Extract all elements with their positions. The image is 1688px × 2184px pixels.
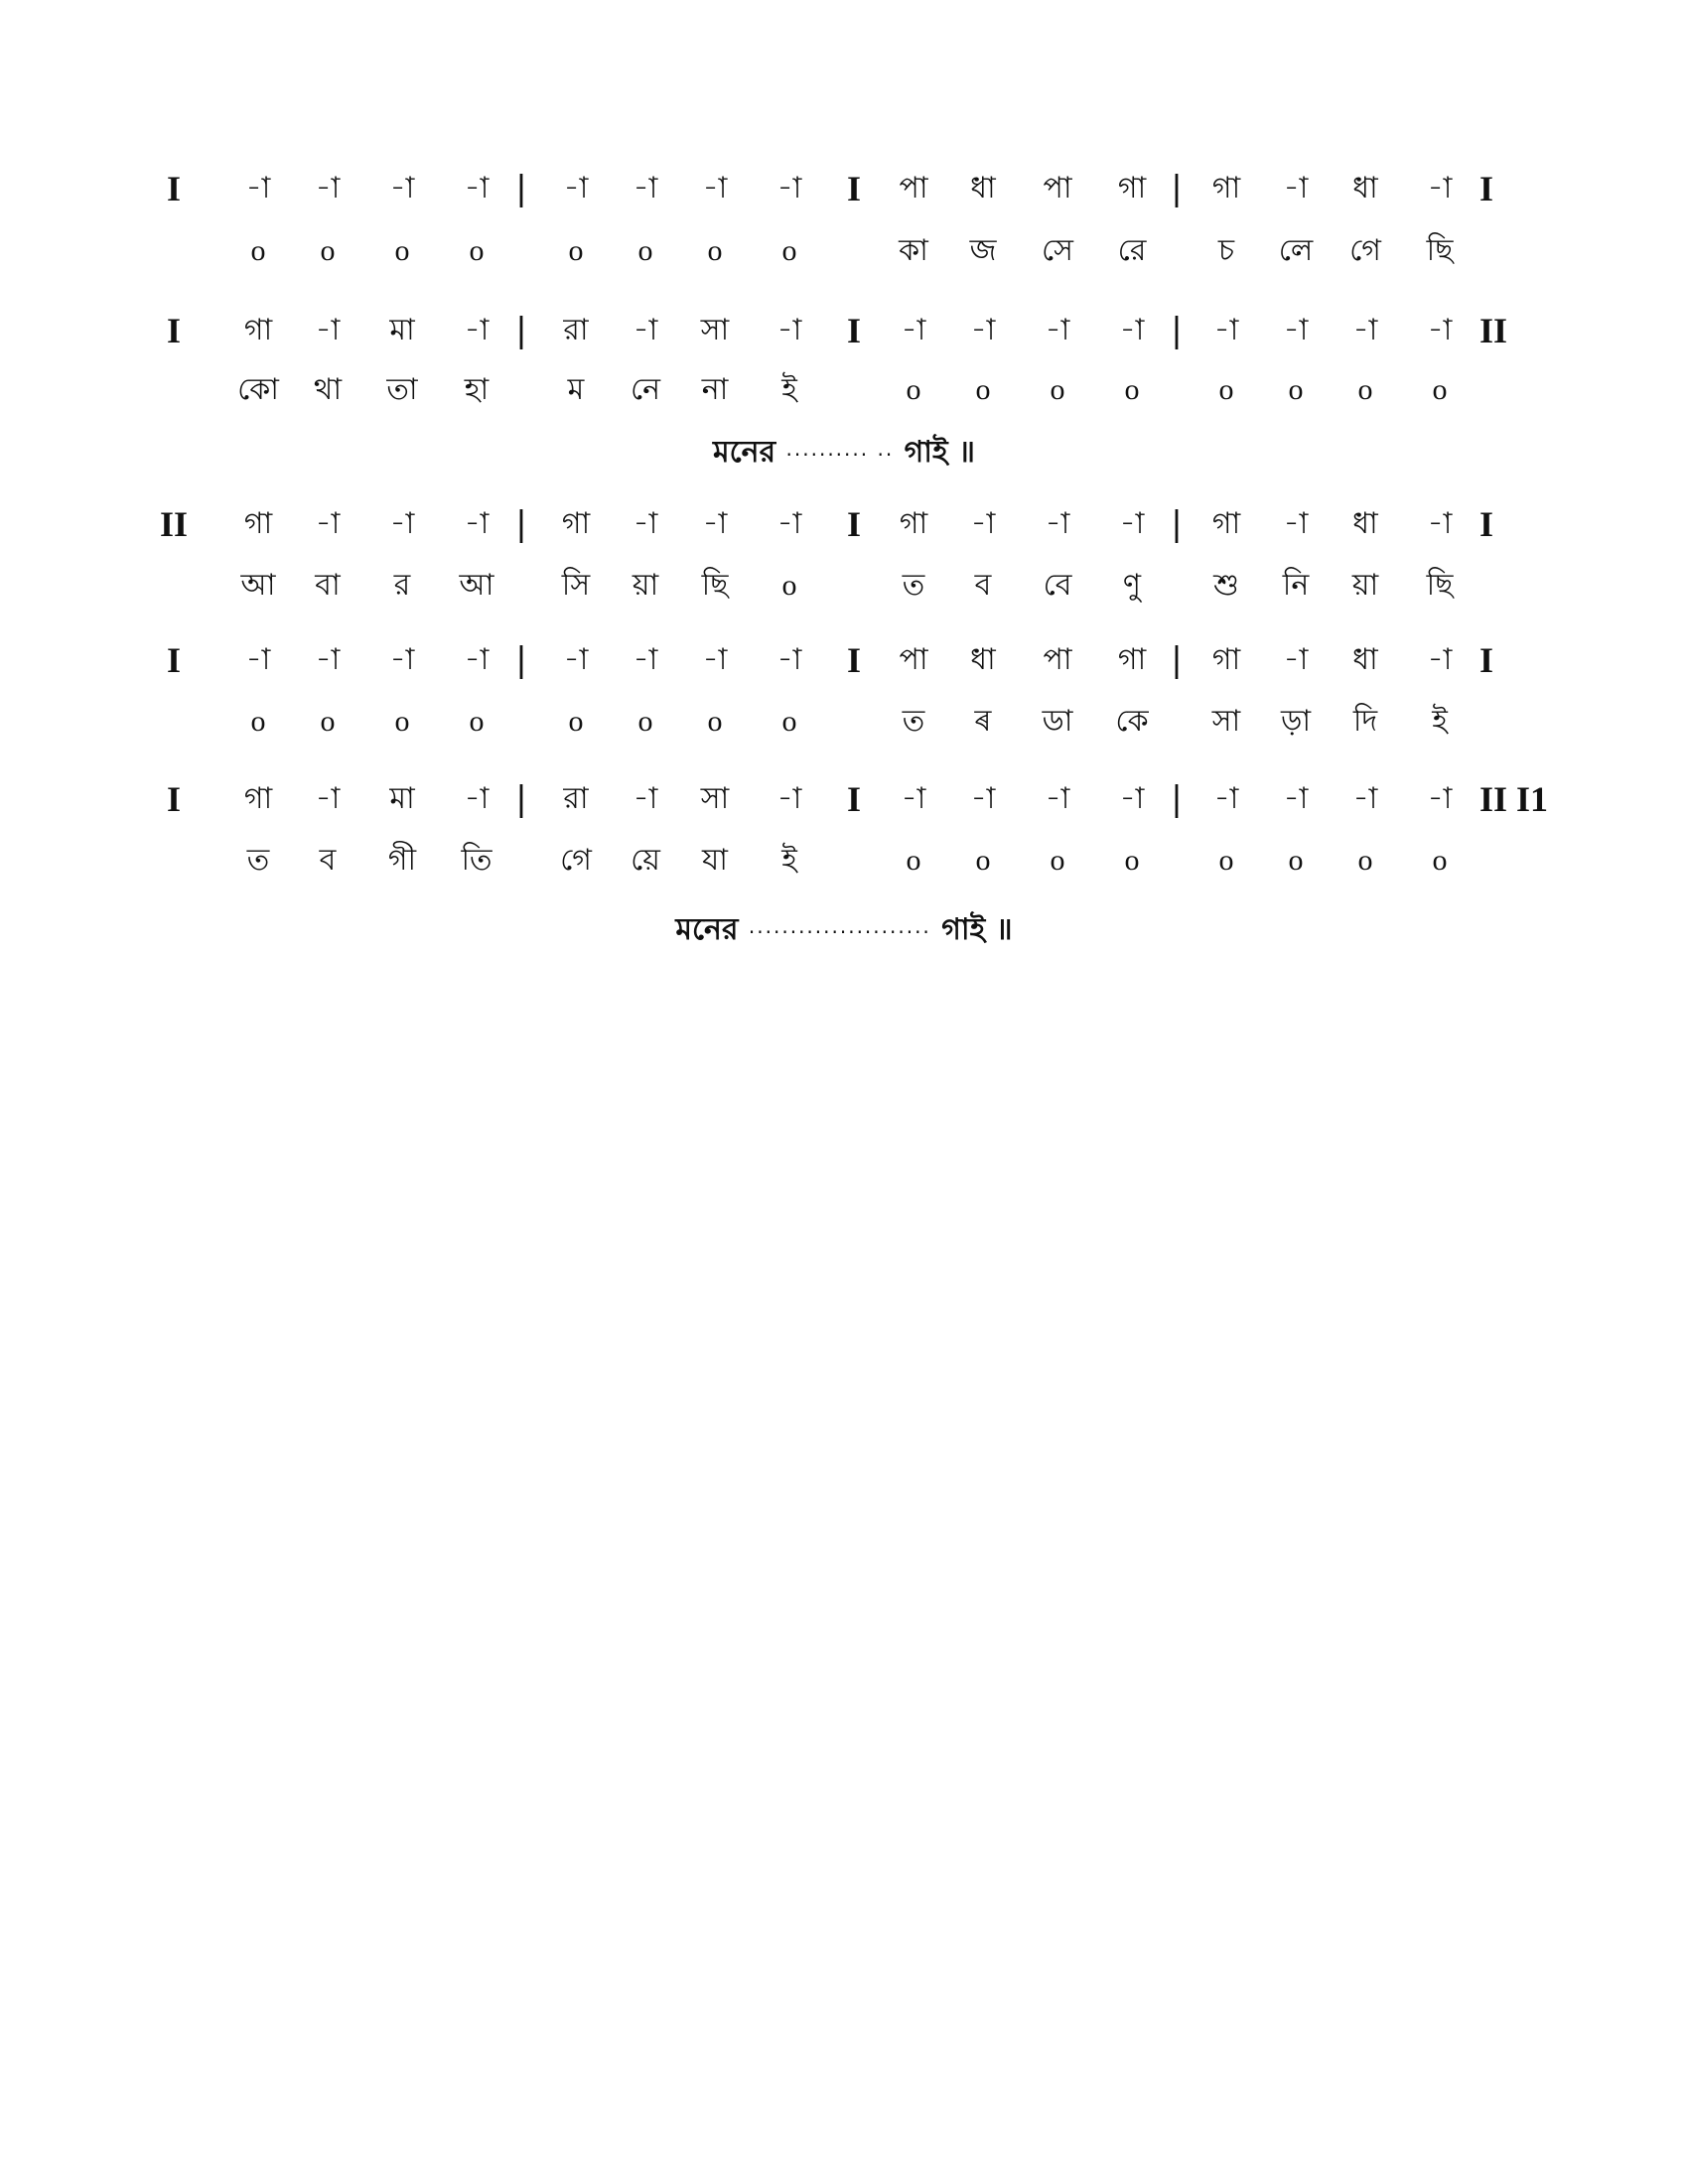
lyric-syllable: য়া xyxy=(632,568,659,603)
refrain-start-word: মনের xyxy=(712,435,776,470)
lyrics-row xyxy=(0,561,1688,611)
refrain-end-word: গাই ॥ xyxy=(941,912,1013,947)
lyric-syllable: ই xyxy=(781,843,797,878)
note: -া xyxy=(1213,313,1239,347)
barline: | xyxy=(515,504,527,544)
lyric-syllable: না xyxy=(701,372,729,407)
lyric-syllable: o xyxy=(707,705,723,738)
lyric-syllable: কে xyxy=(1115,704,1149,739)
note: গা xyxy=(1211,506,1241,541)
note: -া xyxy=(1045,781,1070,816)
lyric-syllable: দি xyxy=(1352,704,1378,739)
note: -া xyxy=(315,781,341,816)
note: ধা xyxy=(1352,506,1378,541)
lyric-syllable: জ xyxy=(969,233,997,268)
note: -া xyxy=(1352,781,1378,816)
barline: I xyxy=(846,311,861,350)
lyric-syllable: o xyxy=(1218,844,1234,877)
lyric-syllable: ণু xyxy=(1122,568,1142,603)
end-barline: I xyxy=(1479,169,1494,208)
lyrics-row xyxy=(0,226,1688,276)
lyric-syllable: ই xyxy=(1432,704,1448,739)
lyric-syllable: o xyxy=(568,234,584,267)
end-barline: I xyxy=(1479,640,1494,680)
lyric-syllable: তি xyxy=(461,843,492,878)
note: -া xyxy=(464,313,490,347)
note: -া xyxy=(315,171,341,205)
note: মা xyxy=(389,313,415,347)
start-barline: I xyxy=(166,169,181,208)
start-barline: I xyxy=(166,640,181,680)
note: গা xyxy=(561,506,591,541)
lyric-syllable: তা xyxy=(386,372,418,407)
lyric-syllable: o xyxy=(394,705,410,738)
barline: | xyxy=(515,169,527,208)
note: -া xyxy=(464,781,490,816)
lyric-syllable: রে xyxy=(1117,233,1147,268)
lyric-syllable: o xyxy=(320,705,336,738)
barline: I xyxy=(846,779,861,819)
note: -া xyxy=(1283,781,1309,816)
note: পা xyxy=(899,642,928,677)
start-barline: I xyxy=(166,779,181,819)
barline: | xyxy=(515,311,527,350)
lyric-syllable: o xyxy=(1357,373,1373,406)
lyric-syllable: o xyxy=(1432,373,1448,406)
note: -া xyxy=(315,642,341,677)
lyric-syllable: য়ে xyxy=(631,843,660,878)
lyric-syllable: ই xyxy=(781,372,797,407)
note: -া xyxy=(1427,781,1453,816)
note: -া xyxy=(464,171,490,205)
lyric-syllable: ম xyxy=(567,372,585,407)
note: -া xyxy=(389,642,415,677)
lyrics-row xyxy=(0,365,1688,415)
note: গা xyxy=(243,781,273,816)
note: -া xyxy=(1352,313,1378,347)
note: -া xyxy=(1283,171,1309,205)
lyric-syllable: কা xyxy=(899,233,928,268)
lyric-syllable: চ xyxy=(1217,233,1235,268)
lyric-syllable: o xyxy=(469,705,485,738)
lyric-syllable: ৰ xyxy=(974,704,992,739)
note: -া xyxy=(563,171,589,205)
note: -া xyxy=(702,171,728,205)
note: -া xyxy=(1427,642,1453,677)
note: গা xyxy=(243,506,273,541)
refrain-line xyxy=(0,901,1688,955)
note: সা xyxy=(700,313,730,347)
lyric-syllable: o xyxy=(906,373,921,406)
lyric-syllable: কো xyxy=(237,372,279,407)
note: -া xyxy=(702,506,728,541)
lyric-syllable: নি xyxy=(1282,568,1310,603)
note: -া xyxy=(1283,313,1309,347)
note: সা xyxy=(700,781,730,816)
note: -া xyxy=(633,642,658,677)
lyric-syllable: লে xyxy=(1278,233,1314,268)
barline: | xyxy=(1171,169,1183,208)
notation-row xyxy=(0,306,1688,355)
note: -া xyxy=(389,171,415,205)
lyric-syllable: o xyxy=(637,705,653,738)
note: -া xyxy=(970,506,996,541)
lyric-syllable: o xyxy=(975,373,991,406)
note: -া xyxy=(776,642,802,677)
lyric-syllable: o xyxy=(1288,373,1304,406)
note: -া xyxy=(1427,313,1453,347)
note: -া xyxy=(1119,781,1145,816)
note: -া xyxy=(702,642,728,677)
lyric-syllable: o xyxy=(469,234,485,267)
barline: I xyxy=(846,169,861,208)
lyric-syllable: o xyxy=(1124,844,1140,877)
note: -া xyxy=(1283,642,1309,677)
note: -া xyxy=(633,171,658,205)
note: -া xyxy=(315,313,341,347)
notation-row xyxy=(0,164,1688,213)
note: -া xyxy=(245,171,271,205)
notation-row xyxy=(0,774,1688,824)
lyric-syllable: ডা xyxy=(1042,704,1073,739)
lyric-syllable: সি xyxy=(561,568,591,603)
lyric-syllable: o xyxy=(781,569,797,602)
note: ধা xyxy=(1352,642,1378,677)
start-barline: I xyxy=(166,311,181,350)
barline: | xyxy=(515,779,527,819)
lyric-syllable: o xyxy=(637,234,653,267)
barline: I xyxy=(846,504,861,544)
note: গা xyxy=(1211,171,1241,205)
lyric-syllable: থা xyxy=(313,372,343,407)
note: -া xyxy=(315,506,341,541)
note: রা xyxy=(563,313,589,347)
barline: | xyxy=(1171,311,1183,350)
lyric-syllable: o xyxy=(781,705,797,738)
end-barline: I xyxy=(1479,504,1494,544)
notation-row xyxy=(0,635,1688,685)
barline: | xyxy=(1171,640,1183,680)
note: রা xyxy=(563,781,589,816)
note: -া xyxy=(633,506,658,541)
lyric-syllable: o xyxy=(1050,844,1065,877)
lyric-syllable: বে xyxy=(1043,568,1072,603)
note: -া xyxy=(776,313,802,347)
lyric-syllable: o xyxy=(250,705,266,738)
lyric-syllable: ড়া xyxy=(1280,704,1312,739)
note: -া xyxy=(1119,506,1145,541)
end-barline: II I1 xyxy=(1479,779,1549,819)
note: -া xyxy=(1427,506,1453,541)
start-barline: II xyxy=(159,504,189,544)
lyric-syllable: ব xyxy=(319,843,337,878)
note: গা xyxy=(1117,642,1147,677)
lyric-syllable: o xyxy=(1357,844,1373,877)
refrain-dots: .......... .. xyxy=(785,437,895,461)
lyric-syllable: o xyxy=(320,234,336,267)
lyric-syllable: র xyxy=(393,568,411,603)
lyric-syllable: বা xyxy=(315,568,341,603)
barline: I xyxy=(846,640,861,680)
lyric-syllable: o xyxy=(1218,373,1234,406)
lyric-syllable: গে xyxy=(1349,233,1381,268)
lyric-syllable: হা xyxy=(464,372,490,407)
refrain-end-word: গাই ॥ xyxy=(904,435,976,470)
lyric-syllable: o xyxy=(975,844,991,877)
lyric-syllable: ছি xyxy=(1426,233,1454,268)
note: গা xyxy=(1211,642,1241,677)
lyric-syllable: নে xyxy=(630,372,661,407)
lyric-syllable: যা xyxy=(702,843,728,878)
notation-row xyxy=(0,499,1688,549)
note: -া xyxy=(464,642,490,677)
note: -া xyxy=(776,171,802,205)
note: -া xyxy=(1045,506,1070,541)
barline: | xyxy=(1171,779,1183,819)
lyric-syllable: o xyxy=(1124,373,1140,406)
lyric-syllable: o xyxy=(1432,844,1448,877)
note: -া xyxy=(1427,171,1453,205)
lyric-syllable: o xyxy=(707,234,723,267)
note: পা xyxy=(1043,642,1072,677)
lyrics-row xyxy=(0,697,1688,747)
lyric-syllable: o xyxy=(781,234,797,267)
lyric-syllable: o xyxy=(250,234,266,267)
lyric-syllable: o xyxy=(568,705,584,738)
note: -া xyxy=(633,313,658,347)
note: -া xyxy=(901,313,926,347)
note: -া xyxy=(464,506,490,541)
note: -া xyxy=(1283,506,1309,541)
note: ধা xyxy=(1352,171,1378,205)
note: পা xyxy=(899,171,928,205)
lyric-syllable: ব xyxy=(974,568,992,603)
note: গা xyxy=(243,313,273,347)
lyric-syllable: সে xyxy=(1042,233,1073,268)
lyric-syllable: ত xyxy=(246,843,270,878)
lyric-syllable: গী xyxy=(387,843,417,878)
lyric-syllable: আ xyxy=(240,568,276,603)
refrain-dots: ...................... xyxy=(748,914,931,938)
lyric-syllable: ছি xyxy=(701,568,729,603)
note: -া xyxy=(776,506,802,541)
note: গা xyxy=(1117,171,1147,205)
note: -া xyxy=(633,781,658,816)
lyric-syllable: গে xyxy=(560,843,592,878)
note: -া xyxy=(1119,313,1145,347)
end-barline: II xyxy=(1479,311,1508,350)
lyric-syllable: ত xyxy=(902,704,925,739)
lyric-syllable: o xyxy=(906,844,921,877)
lyrics-row xyxy=(0,836,1688,886)
note: গা xyxy=(899,506,928,541)
note: পা xyxy=(1043,171,1072,205)
note: -া xyxy=(1213,781,1239,816)
lyric-syllable: য়া xyxy=(1351,568,1379,603)
note: ধা xyxy=(970,171,996,205)
lyric-syllable: আ xyxy=(459,568,494,603)
lyric-syllable: o xyxy=(394,234,410,267)
barline: | xyxy=(515,640,527,680)
lyric-syllable: সা xyxy=(1211,704,1241,739)
note: -া xyxy=(563,642,589,677)
refrain-line xyxy=(0,424,1688,478)
lyric-syllable: o xyxy=(1288,844,1304,877)
lyric-syllable: o xyxy=(1050,373,1065,406)
note: -া xyxy=(970,781,996,816)
note: -া xyxy=(389,506,415,541)
lyric-syllable: শু xyxy=(1213,568,1239,603)
note: -া xyxy=(245,642,271,677)
note: -া xyxy=(901,781,926,816)
note: -া xyxy=(776,781,802,816)
note: ধা xyxy=(970,642,996,677)
lyric-syllable: ছি xyxy=(1426,568,1454,603)
refrain-start-word: মনের xyxy=(675,912,739,947)
lyric-syllable: ত xyxy=(902,568,925,603)
note: -া xyxy=(970,313,996,347)
note: মা xyxy=(389,781,415,816)
note: -া xyxy=(1045,313,1070,347)
barline: | xyxy=(1171,504,1183,544)
